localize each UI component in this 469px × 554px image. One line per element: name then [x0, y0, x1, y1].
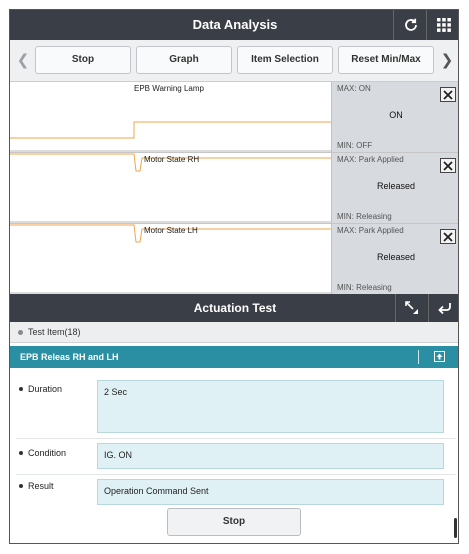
expand-button[interactable] [395, 294, 427, 322]
reset-min-max-button[interactable]: Reset Min/Max [338, 46, 434, 74]
current-value: Released [376, 181, 416, 191]
chevron-right-icon: ❯ [440, 52, 454, 69]
graph-row-motor-state-lh [10, 224, 459, 295]
close-icon [443, 90, 453, 100]
toolbar-next-button[interactable] [436, 40, 458, 82]
title-bar [10, 10, 459, 40]
bullet-icon [19, 387, 23, 391]
expand-arrows-icon [404, 300, 420, 316]
duration-value: 2 Sec [97, 380, 444, 433]
close-icon [443, 232, 453, 242]
page-title: Data Analysis [192, 17, 278, 32]
stop-test-button[interactable]: Stop [167, 508, 301, 536]
max-value: MAX: Park Applied [337, 155, 404, 164]
grid-menu-button[interactable] [426, 10, 459, 40]
scrollbar[interactable] [454, 518, 457, 538]
duration-label: Duration [28, 384, 63, 394]
return-arrow-icon [437, 300, 453, 316]
actuation-title: Actuation Test [193, 301, 277, 315]
graph-label: EPB Warning Lamp [134, 84, 204, 93]
bullet-icon [19, 451, 23, 455]
max-value: MAX: ON [337, 84, 371, 93]
separator [16, 474, 456, 475]
condition-value: IG. ON [97, 443, 444, 469]
refresh-icon [403, 17, 419, 33]
divider [418, 350, 419, 364]
bullet-icon [19, 484, 23, 488]
graph-label: Motor State RH [144, 155, 200, 164]
app-window [9, 9, 459, 544]
value-panel [331, 224, 459, 294]
test-item-header[interactable] [10, 322, 459, 343]
arrow-up-icon [436, 353, 443, 360]
close-graph-button[interactable] [440, 87, 456, 102]
selected-test-name: EPB Releas RH and LH [20, 352, 119, 362]
min-value: MIN: Releasing [337, 283, 392, 292]
min-value: MIN: Releasing [337, 212, 392, 221]
graph-row-motor-state-rh [10, 153, 459, 224]
signal-graph [10, 224, 331, 294]
bullet-icon [18, 330, 23, 335]
graph-label: Motor State LH [144, 226, 198, 235]
value-panel [331, 153, 459, 223]
graph-button[interactable]: Graph [136, 46, 232, 74]
refresh-button[interactable] [393, 10, 427, 40]
max-value: MAX: Park Applied [337, 226, 404, 235]
item-selection-button[interactable]: Item Selection [237, 46, 333, 74]
condition-label: Condition [28, 448, 67, 458]
signal-line [10, 122, 331, 138]
separator [16, 438, 456, 439]
actuation-test-bar [10, 294, 459, 322]
signal-graph [10, 153, 331, 223]
graph-row-epb-warning-lamp [10, 82, 459, 153]
current-value: Released [376, 252, 416, 262]
result-value: Operation Command Sent [97, 479, 444, 505]
toolbar [10, 40, 459, 82]
result-label: Result [28, 481, 54, 491]
back-button[interactable] [428, 294, 459, 322]
value-panel [331, 82, 459, 152]
close-graph-button[interactable] [440, 158, 456, 173]
test-item-count: Test Item(18) [28, 327, 81, 337]
current-value: ON [389, 110, 403, 120]
signal-graph [10, 82, 331, 152]
selected-test-bar[interactable] [10, 346, 459, 368]
min-value: MIN: OFF [337, 141, 373, 150]
chevron-left-icon: ❮ [16, 52, 30, 69]
stop-data-button[interactable]: Stop [35, 46, 131, 74]
collapse-button[interactable] [434, 351, 445, 362]
grid-menu-icon [437, 18, 451, 32]
toolbar-prev-button[interactable] [12, 40, 34, 82]
close-icon [443, 161, 453, 171]
close-graph-button[interactable] [440, 229, 456, 244]
